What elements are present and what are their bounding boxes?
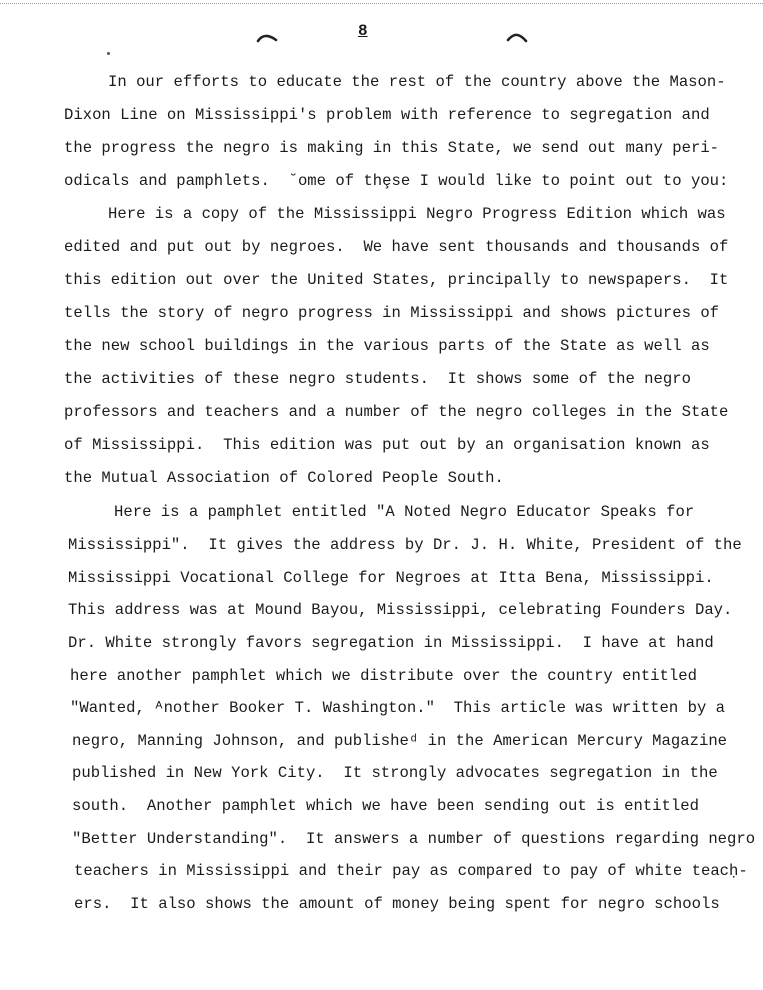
text-line: edited and put out by negroes. We have sent thousands and thousands of	[64, 238, 729, 256]
text-line: published in New York City. It strongly advocates segregation in the	[72, 764, 718, 782]
scan-top-edge	[0, 3, 763, 4]
text-line: teachers in Mississippi and their pay as compared to pay of white teacḥ-	[74, 862, 748, 880]
text-line: here another pamphlet which we distribute over the country entitled	[70, 667, 697, 685]
text-line: negro, Manning Johnson, and publisheᵈ in the American Mercury Magazine	[72, 732, 728, 750]
text-line: odicals and pamphlets. ˘ome of thȩse I would like to point out to you:	[64, 172, 729, 190]
text-line: Dr. White strongly favors segregation in Mississippi. I have at hand	[68, 634, 714, 652]
text-line: ers. It also shows the amount of money being spent for negro schools	[74, 895, 720, 913]
text-line: of Mississippi. This edition was put out by an organisation known as	[64, 436, 710, 454]
text-line: Mississippi". It gives the address by Dr. J. H. White, President of the	[68, 536, 742, 554]
text-line: professors and teachers and a number of the negro colleges in the State	[64, 403, 729, 421]
text-line: Here is a copy of the Mississippi Negro Progress Edition which was	[108, 205, 726, 223]
text-line: Mississippi Vocational College for Negroes at Itta Bena, Mississippi.	[68, 569, 714, 587]
text-line: the activities of these negro students. It shows some of the negro	[64, 370, 691, 388]
text-line: this edition out over the United States, principally to newspapers. It	[64, 271, 729, 289]
text-line: "Better Understanding". It answers a number of questions regarding negro	[72, 830, 756, 848]
text-line: Here is a pamphlet entitled "A Noted Negro Educator Speaks for	[114, 503, 695, 521]
text-line: tells the story of negro progress in Mississippi and shows pictures of	[64, 304, 720, 322]
caret-mark-right	[506, 30, 528, 46]
scan-speck	[107, 52, 110, 55]
page-number: 8	[358, 22, 368, 40]
text-line: the progress the negro is making in this State, we send out many peri-	[64, 139, 720, 157]
text-line: Dixon Line on Mississippi's problem with reference to segregation and	[64, 106, 710, 124]
text-line: "Wanted, ᴬnother Booker T. Washington." This article was written by a	[70, 699, 726, 717]
text-line: the new school buildings in the various parts of the State as well as	[64, 337, 710, 355]
text-line: south. Another pamphlet which we have been sending out is entitled	[72, 797, 699, 815]
text-line: In our efforts to educate the rest of the country above the Mason-	[108, 73, 726, 91]
caret-mark-left	[256, 30, 278, 46]
text-line: This address was at Mound Bayou, Mississippi, celebrating Founders Day.	[68, 601, 733, 619]
text-line: the Mutual Association of Colored People South.	[64, 469, 504, 487]
